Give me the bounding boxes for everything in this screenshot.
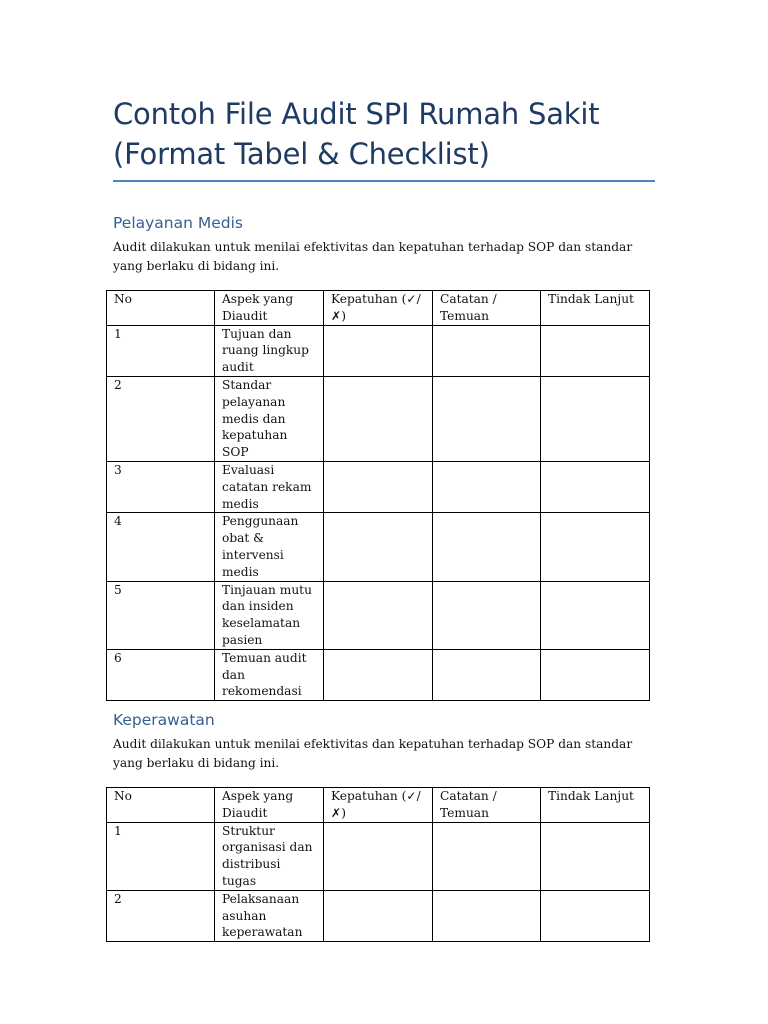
header-cell-no: No: [107, 291, 215, 326]
cell-aspek: Tujuan dan ruang lingkup audit: [215, 325, 324, 376]
cell-tindak-lanjut[interactable]: [541, 649, 650, 700]
cell-kepatuhan[interactable]: [324, 822, 433, 890]
header-cell-aspek: Aspek yang Diaudit: [215, 291, 324, 326]
cell-no: 6: [107, 649, 215, 700]
header-cell-tindak-lanjut: Tindak Lanjut: [541, 788, 650, 823]
section-description-keperawatan: Audit dilakukan untuk menilai efektivitas dan kepatuhan terhadap SOP dan standar yang berlaku di bidang ini.: [113, 737, 633, 770]
cell-aspek: Evaluasi catatan rekam medis: [215, 461, 324, 512]
cell-catatan[interactable]: [433, 581, 541, 649]
cell-catatan[interactable]: [433, 461, 541, 512]
cell-tindak-lanjut[interactable]: [541, 461, 650, 512]
cell-aspek: Standar pelayanan medis dan kepatuhan SOP: [215, 376, 324, 461]
cell-kepatuhan[interactable]: [324, 649, 433, 700]
table-row: [107, 581, 650, 649]
cell-tindak-lanjut[interactable]: [541, 890, 650, 941]
table-row: [107, 822, 650, 890]
cell-kepatuhan[interactable]: [324, 461, 433, 512]
section-heading-keperawatan: Keperawatan: [113, 711, 215, 729]
header-cell-catatan: Catatan / Temuan: [433, 788, 541, 823]
cell-no: 2: [107, 890, 215, 941]
header-cell-tindak-lanjut: Tindak Lanjut: [541, 291, 650, 326]
table-row: [107, 376, 650, 461]
audit-table-pelayanan-medis: [106, 290, 650, 701]
cell-kepatuhan[interactable]: [324, 513, 433, 581]
cell-no: 1: [107, 325, 215, 376]
cell-catatan[interactable]: [433, 890, 541, 941]
cell-aspek: Pelaksanaan asuhan keperawatan: [215, 890, 324, 941]
cell-catatan[interactable]: [433, 376, 541, 461]
cell-catatan[interactable]: [433, 325, 541, 376]
cell-no: 2: [107, 376, 215, 461]
cell-tindak-lanjut[interactable]: [541, 822, 650, 890]
table-row: [107, 890, 650, 941]
cell-aspek: Temuan audit dan rekomendasi: [215, 649, 324, 700]
cell-no: 4: [107, 513, 215, 581]
section-heading-pelayanan-medis: Pelayanan Medis: [113, 214, 244, 232]
cell-aspek: Struktur organisasi dan distribusi tugas: [215, 822, 324, 890]
header-cell-kepatuhan: Kepatuhan (✓/✗): [324, 291, 433, 326]
cell-tindak-lanjut[interactable]: [541, 581, 650, 649]
cell-kepatuhan[interactable]: [324, 890, 433, 941]
cell-aspek: Penggunaan obat & intervensi medis: [215, 513, 324, 581]
header-cell-kepatuhan: Kepatuhan (✓/✗): [324, 788, 433, 823]
cell-kepatuhan[interactable]: [324, 376, 433, 461]
title-underline: [113, 180, 655, 182]
cell-tindak-lanjut[interactable]: [541, 513, 650, 581]
table-row: [107, 513, 650, 581]
cell-catatan[interactable]: [433, 649, 541, 700]
table-row: [107, 325, 650, 376]
cell-kepatuhan[interactable]: [324, 581, 433, 649]
audit-table-keperawatan: [106, 787, 650, 942]
section-description-pelayanan-medis: Audit dilakukan untuk menilai efektivitas dan kepatuhan terhadap SOP dan standar yang berlaku di bidang ini.: [113, 240, 633, 273]
cell-no: 1: [107, 822, 215, 890]
document-title: Contoh File Audit SPI Rumah Sakit (Format Tabel & Checklist): [113, 97, 600, 171]
cell-catatan[interactable]: [433, 822, 541, 890]
cell-catatan[interactable]: [433, 513, 541, 581]
header-cell-catatan: Catatan / Temuan: [433, 291, 541, 326]
cell-tindak-lanjut[interactable]: [541, 325, 650, 376]
table-header-row: [107, 291, 650, 326]
table-row: [107, 649, 650, 700]
cell-no: 3: [107, 461, 215, 512]
header-cell-no: No: [107, 788, 215, 823]
table-row: [107, 461, 650, 512]
cell-aspek: Tinjauan mutu dan insiden keselamatan pasien: [215, 581, 324, 649]
table-header-row: [107, 788, 650, 823]
header-cell-aspek: Aspek yang Diaudit: [215, 788, 324, 823]
cell-no: 5: [107, 581, 215, 649]
cell-tindak-lanjut[interactable]: [541, 376, 650, 461]
cell-kepatuhan[interactable]: [324, 325, 433, 376]
